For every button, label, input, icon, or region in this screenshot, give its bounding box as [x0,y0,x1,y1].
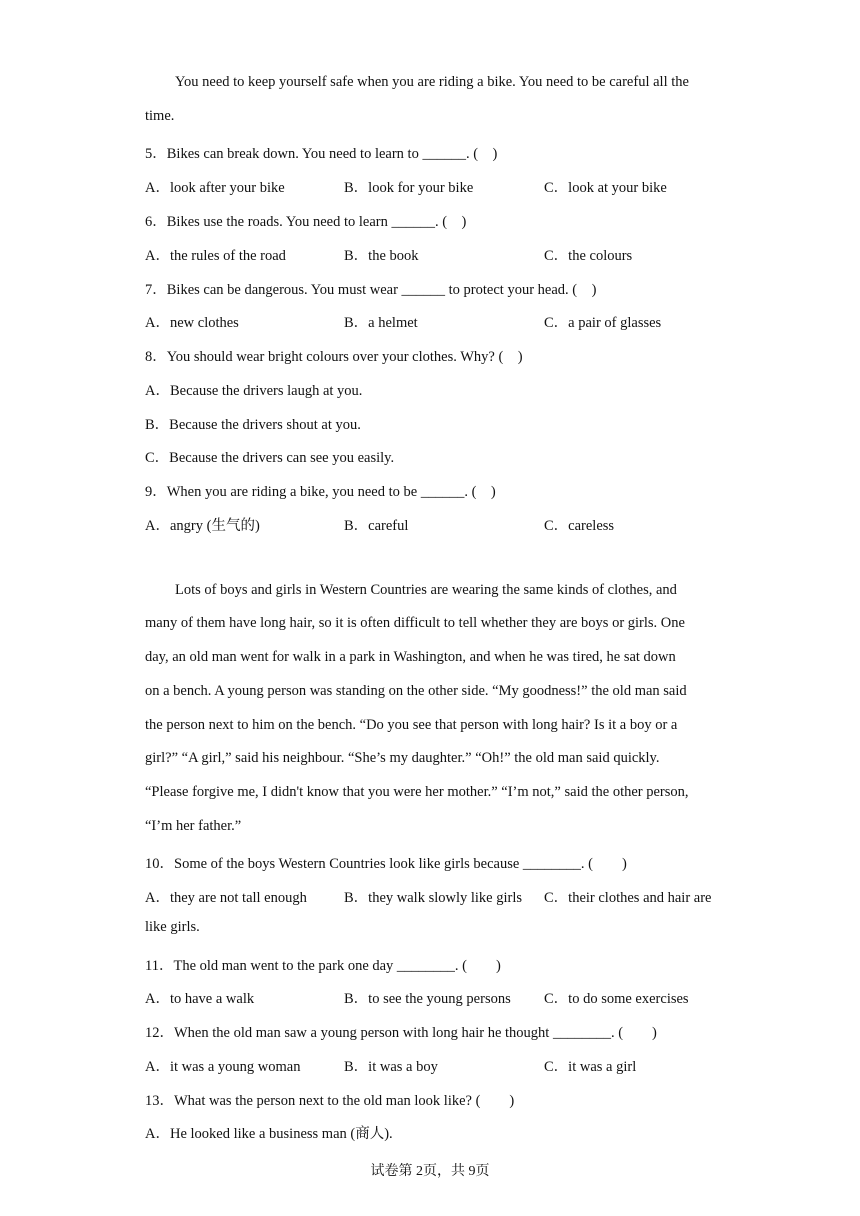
option-c: C．their clothes and hair are [544,890,712,906]
question-stem: 7．Bikes can be dangerous. You must wear ______ to protect your head. ( ) [145,282,597,298]
passage-line: many of them have long hair, so it is often difficult to tell whether they are boys or girls. One [145,615,685,631]
option-a: A．He looked like a business man (商人). [145,1126,393,1142]
passage-line: girl?” “A girl,” said his neighbour. “She’s my daughter.” “Oh!” the old man said quickly. [145,750,660,766]
option-c: C．careless [544,518,615,534]
passage-line: the person next to him on the bench. “Do you see that person with long hair? Is it a boy or a [145,717,678,733]
option-a: A．the rules of the road [145,248,286,264]
question-stem: 5．Bikes can break down. You need to learn to ______. ( ) [145,146,498,162]
option-c: C．look at your bike [544,180,667,196]
passage-line: day, an old man went for walk in a park in Washington, and when he was tired, he sat down [145,649,676,665]
option-b: B．careful [344,518,409,534]
option-a: A．new clothes [145,315,239,331]
option-c: C．Because the drivers can see you easily. [145,450,395,466]
passage-line: “I’m her father.” [145,818,242,834]
option-b: B．it was a boy [344,1059,438,1075]
passage-line: “Please forgive me, I didn't know that you were her mother.” “I’m not,” said the other person, [145,784,689,800]
question-stem: 9．When you are riding a bike, you need to be ______. ( ) [145,484,496,500]
option-c: C．a pair of glasses [544,315,662,331]
option-b: B．Because the drivers shout at you. [145,417,361,433]
option-b: B．to see the young persons [344,991,511,1007]
option-b: B．a helmet [344,315,418,331]
page-footer: 试卷第 2页，共 9页 [370,1164,490,1179]
question-stem: 8．You should wear bright colours over your clothes. Why? ( ) [145,349,523,365]
option-a: A．angry (生气的) [145,518,260,534]
option-c: C．to do some exercises [544,991,689,1007]
passage-line: Lots of boys and girls in Western Countries are wearing the same kinds of clothes, and [175,582,677,598]
question-stem: 13．What was the person next to the old man look like? ( ) [145,1093,515,1109]
option-c: C．it was a girl [544,1059,637,1075]
option-a: A．look after your bike [145,180,285,196]
option-c-continued: like girls. [145,919,200,935]
option-a: A．Because the drivers laugh at you. [145,383,363,399]
passage-line: on a bench. A young person was standing on the other side. “My goodness!” the old man said [145,683,687,699]
question-stem: 6．Bikes use the roads. You need to learn ______. ( ) [145,214,467,230]
option-b: B．the book [344,248,419,264]
passage-line: time. [145,108,175,124]
option-b: B．they walk slowly like girls [344,890,523,906]
question-stem: 12．When the old man saw a young person with long hair he thought ________. ( ) [145,1025,657,1041]
option-a: A．to have a walk [145,991,255,1007]
option-a: A．they are not tall enough [145,890,307,906]
passage-line: You need to keep yourself safe when you are riding a bike. You need to be careful all the [175,74,689,90]
option-a: A．it was a young woman [145,1059,301,1075]
option-c: C．the colours [544,248,633,264]
question-stem: 11．The old man went to the park one day ________. ( ) [145,958,501,974]
question-stem: 10．Some of the boys Western Countries look like girls because ________. ( ) [145,856,627,872]
option-b: B．look for your bike [344,180,474,196]
